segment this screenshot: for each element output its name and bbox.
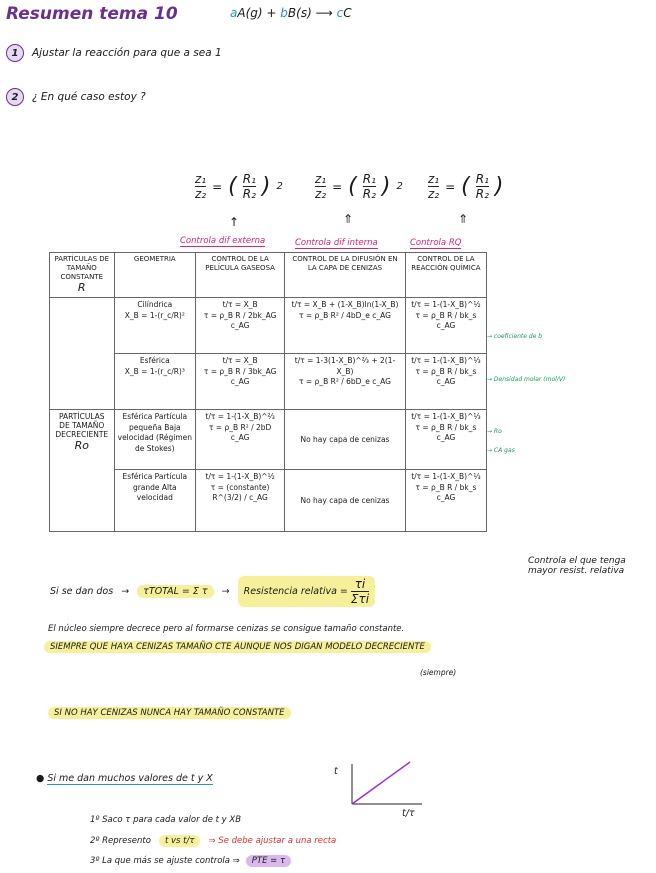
sub-step-2: 2º Represento t vs t/τ ⇒ Se debe ajustar a una recta — [90, 836, 337, 846]
note-line-3: SIEMPRE QUE HAYA CENIZAS TAMAÑO CTE AUNQUE NOS DIGAN MODELO DECRECIENTE — [44, 642, 431, 652]
table-row: PARTÍCULAS DE TAMAÑO DECRECIENTE Ro Esférica Partícula pequeña Baja velocidad (Régimen de Stokes) t/τ = 1-(1-X_B)^⅔ τ = ρ_B R² / 2bD c_AG No hay capa de cenizas t/τ = 1-(1-X_B)^⅓ τ = ρ_B R / bk_s c_AG — [50, 410, 487, 470]
header-cell: CONTROL DE LA REACCIÓN QUÍMICA — [405, 253, 486, 298]
arrow: ⟶ — [315, 6, 333, 20]
equation-3: $\frac{\text{z₁}}{\text{z₂}}$ = ( $\frac{\text{R₁}}{\text{R₂}}$ ) — [428, 172, 504, 201]
arrow-icon: → — [121, 586, 130, 597]
coef-c: c — [336, 6, 344, 20]
annotation-ca: → CA gas — [487, 447, 515, 454]
bullet-line: ● Si me dan muchos valores de t y X — [36, 773, 213, 784]
reaction-equation — [230, 6, 352, 20]
note-siempre: (siempre) — [420, 668, 457, 677]
table-row: Esférica X_B = 1-(r_c/R)³ t/τ = X_B τ = ρ_B R / 3bk_AG c_AG t/τ = 1-3(1-X_B)^⅔ + 2(1-X_B) τ = ρ_B R² / 6bD_e c_AG t/τ = 1-(1-X_B)^⅓ τ = ρ_B R / bk_s c_AG — [50, 354, 487, 410]
resist-line: Si se dan dos → τTOTAL = Σ τ → Resistencia relativa = $\frac{\tau i}{\text{Στi}}$ — [50, 576, 375, 607]
step-2 — [6, 88, 146, 106]
species-B: B(s) — [287, 6, 312, 20]
side-note: Controla el que tenga mayor resist. relativa — [528, 556, 626, 576]
arrow-icon: → — [221, 586, 230, 597]
annotation-coef: → coeficiente de b — [487, 333, 543, 340]
header-cell: GEOMETRIA — [114, 253, 196, 298]
label-dif-externa: Controla dif externa — [180, 236, 266, 246]
kinetics-table — [49, 252, 487, 532]
annotation-ro: → Ro — [487, 428, 502, 435]
coef-a: a — [230, 6, 238, 20]
step-text: Ajustar la reacción para que a sea 1 — [32, 47, 222, 59]
coef-b: b — [280, 6, 288, 20]
sub-step-1: 1º Saco τ para cada valor de t y XB — [90, 815, 242, 825]
resist-rel: Resistencia relativa = $\frac{\tau i}{\text{Στi}}$ — [238, 576, 375, 607]
equation-1: $\frac{\text{z₁}}{\text{z₂}}$ = ( $\frac{\text{R₁}}{\text{R₂}}$ ) 2 — [195, 172, 283, 201]
graph-line — [352, 762, 410, 804]
label-dif-interna: Controla dif interna — [295, 238, 378, 248]
label-rq: Controla RQ — [410, 238, 462, 248]
up-arrow-icon: ⇑ — [458, 212, 469, 226]
note-line-2: El núcleo siempre decrece pero al formarse cenizas se consigue tamaño constante. — [48, 624, 405, 634]
up-arrow-icon: ↑ — [229, 215, 240, 229]
species-A: A(g) — [237, 6, 263, 20]
step-1 — [6, 44, 222, 62]
sub-step-3: 3º La que más se ajuste controla ⇒ PTE = τ — [90, 855, 291, 867]
table-row: Cilíndrica X_B = 1-(r_c/R)² t/τ = X_B τ = ρ_B R / 2bk_AG c_AG t/τ = X_B + (1-X_B)ln(1-X_B) τ = ρ_B R² / 4bD_e c_AG t/τ = 1-(1-X_B)^½ τ = ρ_B R / bk_s c_AG — [50, 298, 487, 354]
equation-2: $\frac{\text{z₁}}{\text{z₂}}$ = ( $\frac{\text{R₁}}{\text{R₂}}$ ) 2 — [315, 172, 403, 201]
plus: + — [266, 6, 277, 20]
header-cell: CONTROL DE LA DIFUSIÓN EN LA CAPA DE CENIZAS — [285, 253, 406, 298]
header-cell: PARTÍCULAS DE TAMAÑO CONSTANTE R — [50, 253, 115, 298]
up-arrow-icon: ⇑ — [343, 212, 354, 226]
header-cell: CONTROL DE LA PELÍCULA GASEOSA — [196, 253, 285, 298]
step-number: 1 — [6, 44, 24, 62]
step-number: 2 — [6, 88, 24, 106]
note-line-4: SI NO HAY CENIZAS NUNCA HAY TAMAÑO CONSTANTE — [48, 708, 291, 718]
step-text: ¿ En qué caso estoy ? — [32, 91, 146, 103]
species-C: C — [343, 6, 352, 20]
tvs-graph — [330, 758, 440, 828]
bullet-icon: ● — [36, 773, 45, 784]
annotation-densidad: → Densidad molar (mol/V) — [487, 376, 566, 383]
graph-y-label: t — [334, 766, 338, 777]
graph-x-label: t/τ — [402, 808, 415, 819]
table-row: Esférica Partícula grande Alta velocidad t/τ = 1-(1-X_B)^½ τ = (constante) R^(3/2) / c_AG No hay capa de cenizas t/τ = 1-(1-X_B)^⅓ τ = ρ_B R / bk_s c_AG — [50, 470, 487, 532]
page-title: Resumen tema 10 — [6, 4, 178, 24]
